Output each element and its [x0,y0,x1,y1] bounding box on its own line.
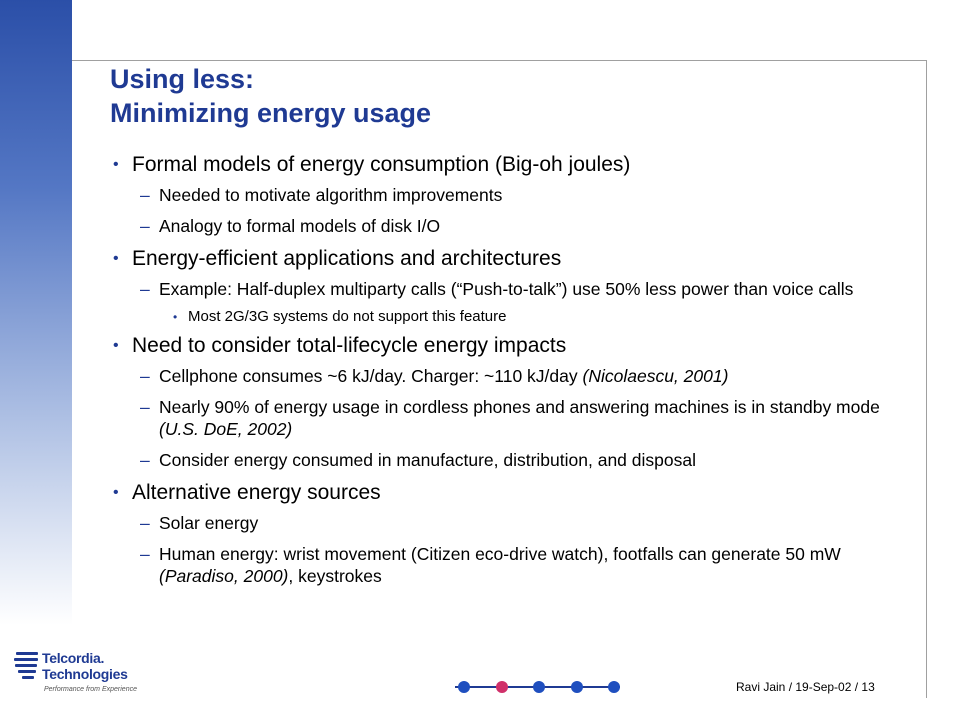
dash-icon: – [140,513,150,533]
sub-sub-bullet: • Most 2G/3G systems do not support this feature [173,308,507,325]
bullet-energy-efficient: • Energy-efficient applications and architectures [113,247,562,270]
sub-bullet: – Needed to motivate algorithm improvements [140,185,503,205]
dash-icon: – [140,185,150,205]
bullet-icon: • [173,310,178,324]
citation: (U.S. DoE, 2002) [159,419,293,439]
dash-icon: – [140,544,150,564]
sub-bullet: – Consider energy consumed in manufacture, distribution, and disposal [140,450,696,470]
bullet-alternative-energy: • Alternative energy sources [113,481,381,504]
bullet-icon: • [113,484,119,501]
slide-title [110,62,431,130]
bullet-formal-models: • Formal models of energy consumption (Big-oh joules) [113,153,631,176]
bullet-icon: • [113,156,119,173]
dash-icon: – [140,450,150,470]
frame-top-line [72,60,927,61]
slide-content [110,146,910,596]
sub-bullet: – Example: Half-duplex multiparty calls (“Push-to-talk”) use 50% less power than voice calls [140,279,854,299]
citation: (Nicolaescu, 2001) [582,366,729,386]
bullet-icon: • [113,337,119,354]
citation: (Paradiso, 2000) [159,566,289,586]
sub-bullet: – Cellphone consumes ~6 kJ/day. Charger: ~110 kJ/day (Nicolaescu, 2001) [140,366,729,386]
left-gradient-bar [0,0,72,625]
sub-bullet: – Solar energy [140,513,259,533]
logo-tagline: Performance from Experience [44,686,137,693]
dash-icon: – [140,216,150,236]
bullet-icon: • [113,250,119,267]
logo-wordmark-line-1: Telcordia. [42,650,105,666]
title-line-2: Minimizing energy usage [110,98,432,128]
sub-bullet: – Human energy: wrist movement (Citizen eco-drive watch), footfalls can generate 50 mW (Paradiso, 2000), keystrokes [140,544,841,586]
frame-right-line [926,60,927,698]
decorative-dots-icon [450,676,630,696]
dash-icon: – [140,397,150,417]
title-line-1: Using less: [110,64,255,94]
logo-wordmark-line-2: Technologies [42,666,128,682]
slide-footer: Ravi Jain / 19-Sep-02 / 13 [736,680,875,694]
sub-bullet: – Analogy to formal models of disk I/O [140,216,441,236]
dash-icon: – [140,279,150,299]
dash-icon: – [140,366,150,386]
bullet-lifecycle: • Need to consider total-lifecycle energy impacts [113,334,567,357]
sub-bullet: – Nearly 90% of energy usage in cordless phones and answering machines is in standby mode (U.S. DoE, 2002) [140,397,880,439]
